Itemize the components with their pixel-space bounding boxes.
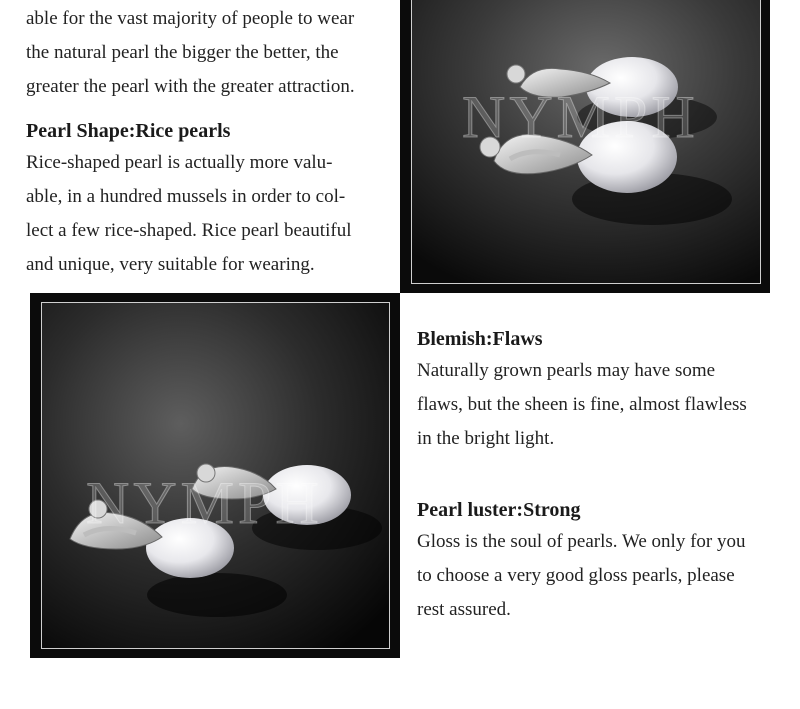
luster-line: to choose a very good gloss pearls, please [417, 565, 735, 586]
luster-line: Gloss is the soul of pearls. We only for you [417, 531, 746, 552]
intro-paragraph [26, 2, 378, 104]
intro-line: the natural pearl the bigger the better, the [26, 42, 339, 63]
photo-inner-border [41, 302, 390, 649]
shape-line: and unique, very suitable for wearing. [26, 254, 315, 275]
shape-line: able, in a hundred mussels in order to col- [26, 186, 346, 207]
watermark-text: NYMPH [462, 84, 699, 150]
luster-heading: Pearl luster:Strong [417, 499, 581, 521]
shape-heading: Pearl Shape:Rice pearls [26, 120, 231, 142]
shape-line: lect a few rice-shaped. Rice pearl beautiful [26, 220, 352, 241]
product-photo-bottom [30, 293, 400, 658]
intro-line: able for the vast majority of people to wear [26, 8, 355, 29]
photo-inner-border [411, 0, 761, 284]
blemish-line: in the bright light. [417, 428, 555, 449]
blemish-line: Naturally grown pearls may have some [417, 360, 716, 381]
blemish-line: flaws, but the sheen is fine, almost flawless [417, 394, 747, 415]
shape-line: Rice-shaped pearl is actually more valu- [26, 152, 333, 173]
blemish-section [417, 324, 769, 456]
product-photo-top [400, 0, 770, 293]
blemish-heading: Blemish:Flaws [417, 328, 543, 350]
shape-section [26, 116, 378, 282]
luster-section [417, 495, 769, 627]
intro-line: greater the pearl with the greater attraction. [26, 76, 355, 97]
watermark-text: NYMPH [86, 470, 323, 536]
luster-line: rest assured. [417, 599, 511, 620]
